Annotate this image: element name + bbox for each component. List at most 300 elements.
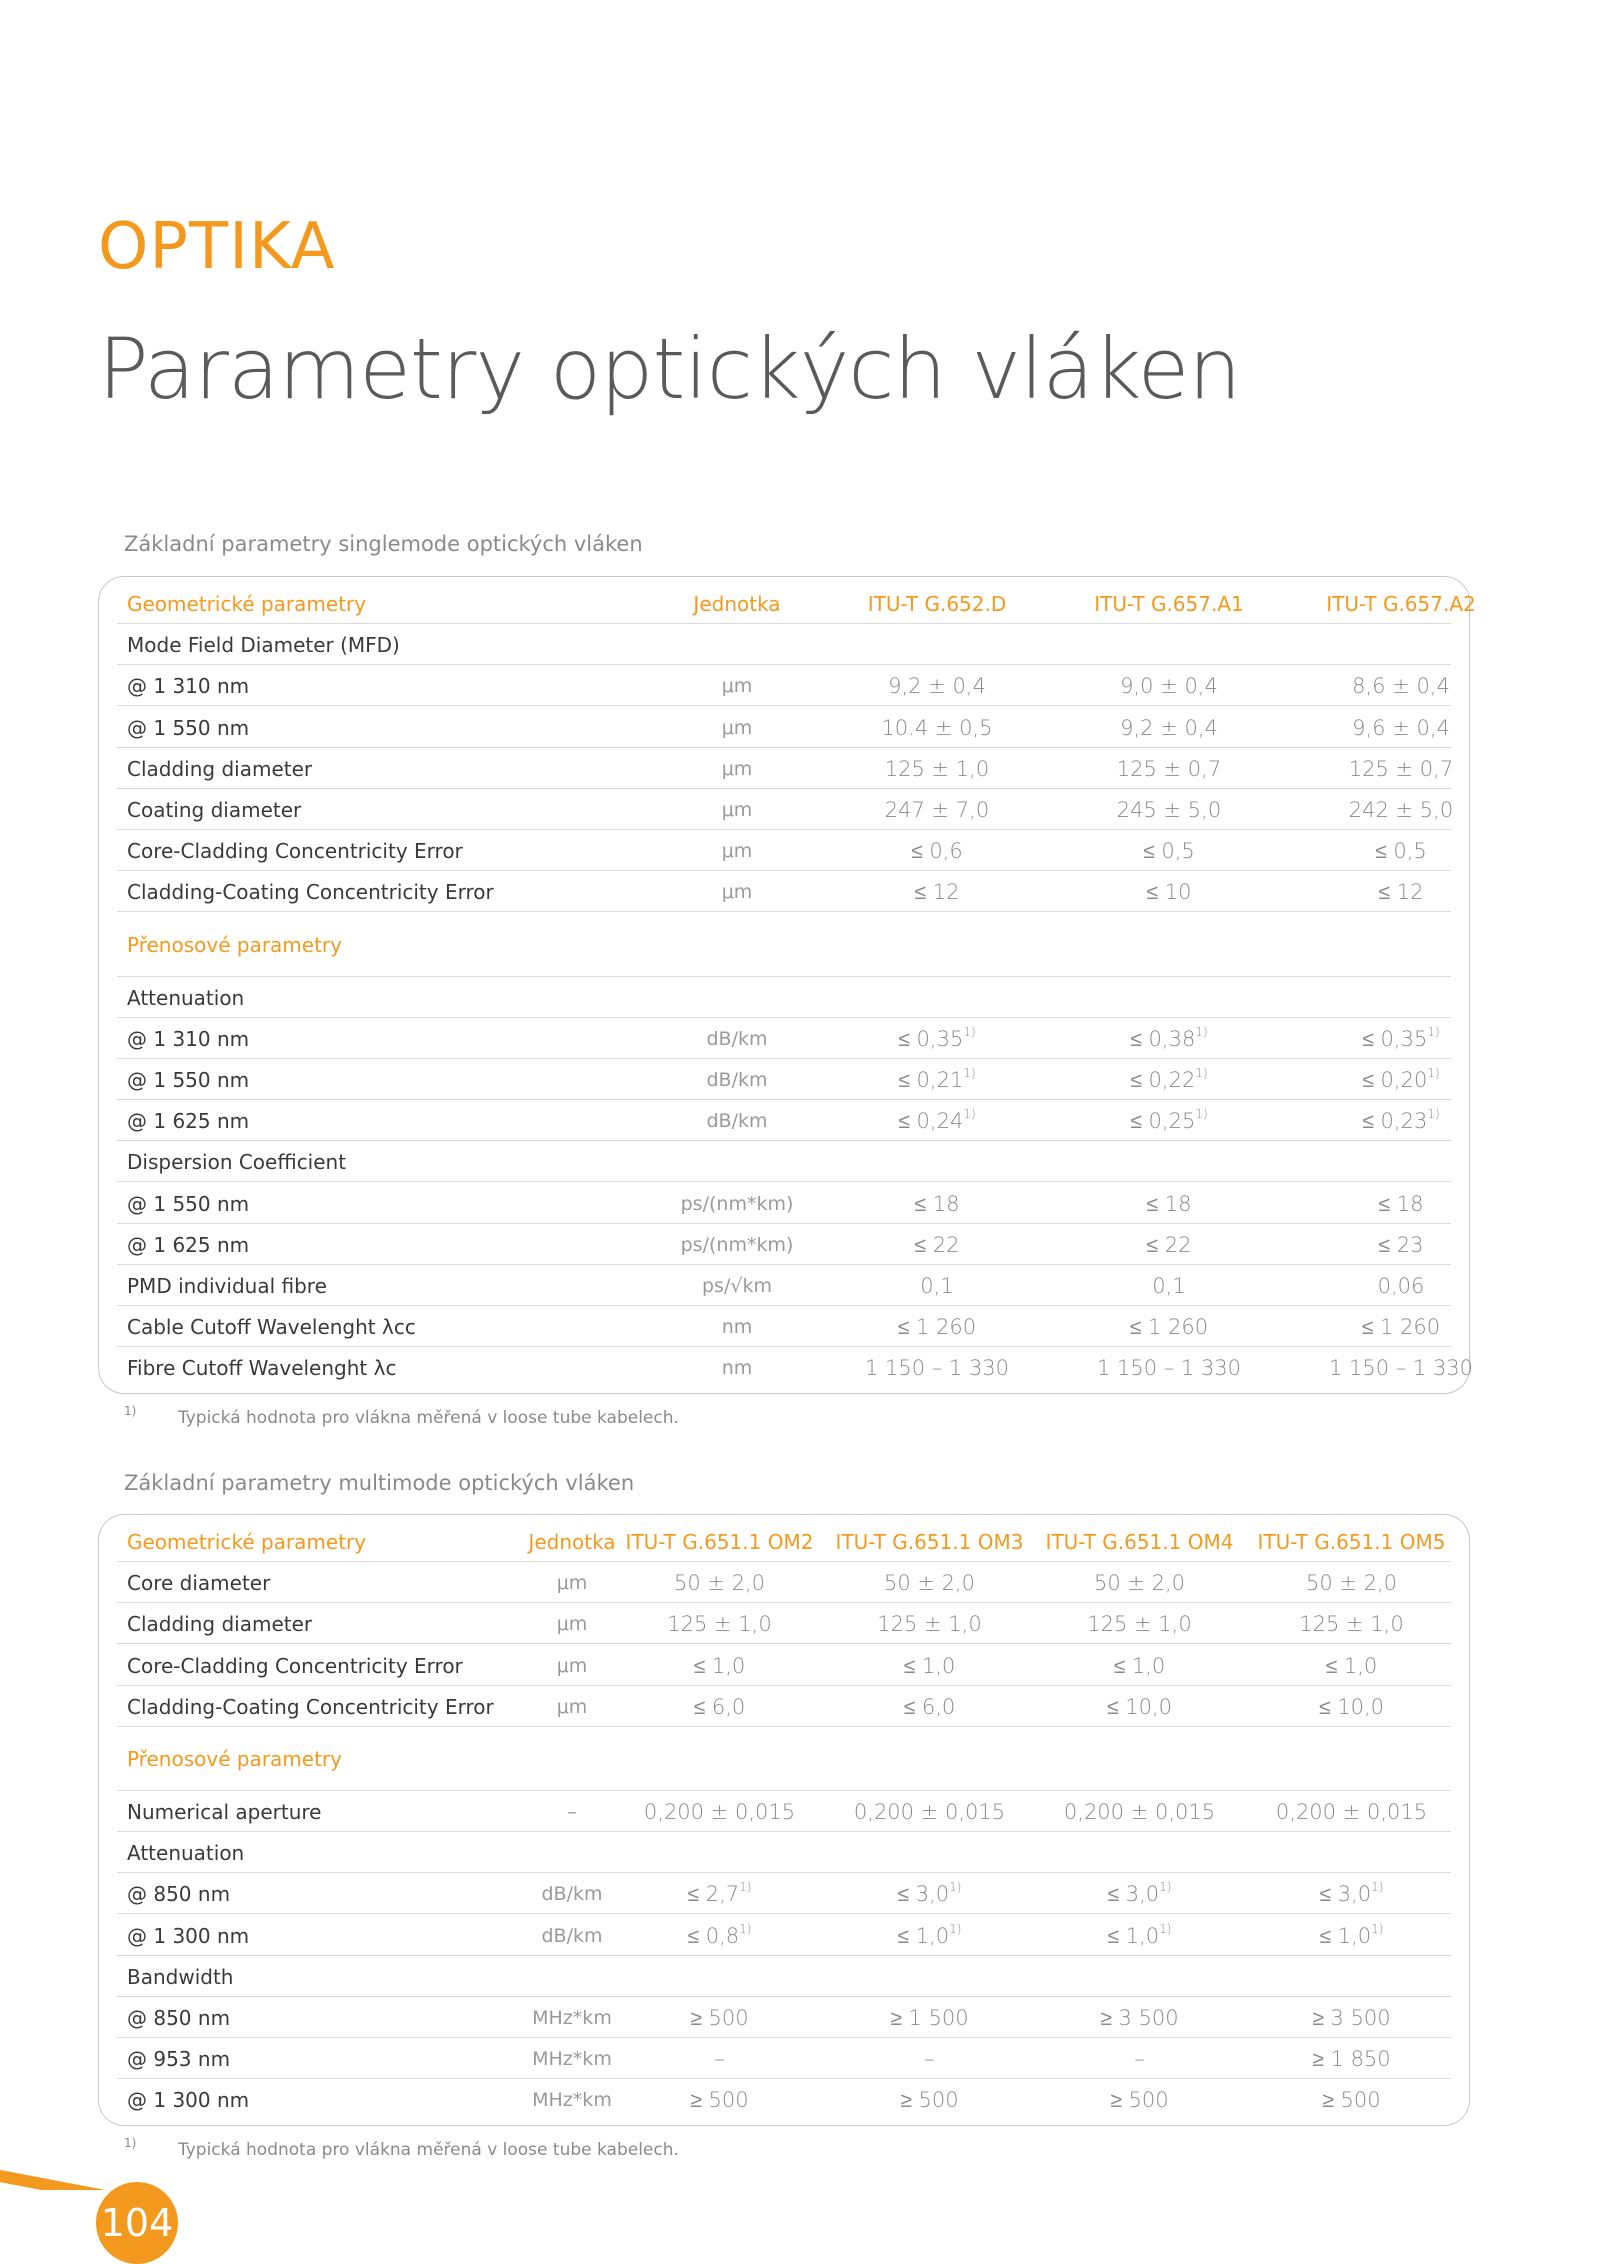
value-cell xyxy=(1059,1059,1279,1100)
value-cell xyxy=(1291,624,1511,665)
value-text: ≤ 0,5 xyxy=(1143,839,1195,864)
value-text: 0,1 xyxy=(1152,1274,1186,1298)
table-row xyxy=(117,1141,1451,1182)
value-cell xyxy=(827,1791,1032,1832)
value-text: ≤ 0,38 xyxy=(1130,1026,1196,1051)
value-cell xyxy=(1249,1562,1454,1603)
value-cell xyxy=(827,977,1047,1018)
table-row xyxy=(117,1997,1451,2038)
unit-cell: ps/(nm*km) xyxy=(680,1233,794,1256)
unit-cell: ps/√km xyxy=(702,1275,772,1297)
value-text: 50 ± 2,0 xyxy=(673,1571,766,1596)
value-text: 242 ± 5,0 xyxy=(1348,798,1454,822)
value-cell xyxy=(1291,1100,1511,1141)
value-cell xyxy=(827,1915,1032,1956)
table-row xyxy=(117,1915,1451,1956)
value-text: ≤ 1,0 xyxy=(897,1923,950,1948)
table-row xyxy=(117,789,1454,830)
value-text: ≥ 3 500 xyxy=(1100,2006,1179,2030)
section-header-row xyxy=(117,1727,1451,1791)
value-text: 10.4 ± 0,5 xyxy=(881,715,993,740)
value-text: ≥ 500 xyxy=(690,2088,749,2113)
row-label: Cable Cutoff Wavelenght λcc xyxy=(127,1315,416,1340)
value-text: ≤ 22 xyxy=(914,1232,960,1257)
table-row xyxy=(117,624,1451,665)
footnote-ref: 1) xyxy=(1195,1066,1208,1080)
value-cell xyxy=(827,1018,1047,1059)
value-cell xyxy=(827,1347,1047,1388)
column-header: ITU-T G.651.1 OM5 xyxy=(1257,1530,1446,1554)
value-cell xyxy=(827,1873,1032,1914)
value-cell xyxy=(1059,789,1279,830)
footnote-ref: 1) xyxy=(1195,1107,1208,1122)
value-cell xyxy=(827,1224,1047,1265)
value-text: 0,200 ± 0,015 xyxy=(1275,1800,1428,1824)
column-header: ITU-T G.657.A2 xyxy=(1326,592,1476,616)
unit-cell: μm xyxy=(721,799,753,821)
unit-cell: MHz*km xyxy=(532,2089,612,2112)
unit-cell: dB/km xyxy=(541,1924,603,1947)
row-label: Core-Cladding Concentricity Error xyxy=(127,1653,463,1678)
value-text: ≤ 3,0 xyxy=(1107,1882,1160,1907)
row-label: @ 1 625 nm xyxy=(127,1232,250,1257)
footnote-ref: 1) xyxy=(1371,1880,1384,1895)
value-text: ≤ 1,0 xyxy=(1325,1653,1378,1678)
unit-cell xyxy=(662,977,812,1018)
section-header-row xyxy=(117,913,1451,977)
row-label: Dispersion Coefficient xyxy=(127,1150,347,1175)
value-cell xyxy=(1291,830,1511,871)
transfer-header: Přenosové parametry xyxy=(127,932,342,957)
value-text: ≤ 1,0 xyxy=(1107,1923,1160,1948)
value-cell xyxy=(827,789,1047,830)
footnote-mark: 1) xyxy=(124,2136,137,2150)
value-cell xyxy=(827,1265,1047,1306)
value-cell xyxy=(827,707,1047,748)
value-text: ≥ 3 500 xyxy=(1312,2006,1391,2030)
table-row xyxy=(117,2079,1451,2120)
value-text: 9,0 ± 0,4 xyxy=(1120,674,1218,699)
value-cell xyxy=(827,871,1047,912)
value-text: 9,2 ± 0,4 xyxy=(888,674,986,699)
value-cell xyxy=(827,830,1047,871)
row-label: Bandwidth xyxy=(127,1964,234,1989)
table-row xyxy=(117,1956,1451,1997)
value-text: ≤ 2,7 xyxy=(687,1882,740,1907)
column-header: Geometrické parametry xyxy=(127,592,367,616)
value-cell xyxy=(827,1100,1047,1141)
value-text: ≤ 0,23 xyxy=(1362,1109,1428,1134)
unit-cell: μm xyxy=(556,1613,588,1636)
row-label: Core-Cladding Concentricity Error xyxy=(127,839,463,864)
table-row xyxy=(117,1603,1451,1644)
value-text: 50 ± 2,0 xyxy=(1305,1571,1398,1596)
row-label: Cladding diameter xyxy=(127,756,313,781)
value-cell xyxy=(1037,1956,1242,1997)
value-cell xyxy=(1291,748,1511,789)
footnote-ref: 1) xyxy=(739,1921,752,1936)
unit-cell: dB/km xyxy=(706,1069,768,1091)
table-row xyxy=(117,830,1451,871)
value-cell xyxy=(827,1562,1032,1603)
footnote-ref: 1) xyxy=(949,1880,962,1895)
value-cell xyxy=(1037,1686,1242,1727)
row-label: Fibre Cutoff Wavelenght λc xyxy=(127,1356,397,1381)
unit-cell: ps/(nm*km) xyxy=(680,1192,794,1215)
value-cell xyxy=(1059,871,1279,912)
value-text: ≤ 18 xyxy=(1378,1191,1424,1216)
value-text: ≤ 0,8 xyxy=(687,1923,740,1948)
value-cell xyxy=(1291,707,1511,748)
table-row xyxy=(117,1265,1451,1306)
value-cell xyxy=(1249,1956,1454,1997)
value-cell xyxy=(1249,1997,1454,2038)
value-cell xyxy=(1037,1832,1242,1873)
value-cell xyxy=(1291,1306,1511,1347)
value-cell xyxy=(1249,1791,1454,1832)
unit-cell: nm xyxy=(721,1316,753,1339)
value-text: 125 ± 1,0 xyxy=(877,1612,982,1637)
value-cell xyxy=(1249,1686,1454,1727)
footnote-ref: 1) xyxy=(1159,1921,1172,1936)
value-cell xyxy=(617,1832,822,1873)
value-cell xyxy=(827,2038,1032,2079)
column-header: ITU-T G.651.1 OM2 xyxy=(625,1530,814,1554)
value-text: ≤ 10,0 xyxy=(1107,1694,1172,1719)
row-label: @ 1 550 nm xyxy=(127,1068,250,1092)
footnote-text: Typická hodnota pro vlákna měřená v loose tube kabelech. xyxy=(178,2140,679,2160)
value-text: ≤ 0,35 xyxy=(1362,1026,1428,1051)
footnote-text: Typická hodnota pro vlákna měřená v loose tube kabelech. xyxy=(178,1408,679,1428)
value-text: ≤ 0,22 xyxy=(1130,1068,1196,1092)
unit-cell: dB/km xyxy=(541,1883,603,1906)
table-row xyxy=(117,748,1454,789)
value-cell xyxy=(1059,707,1279,748)
value-cell xyxy=(1059,1141,1279,1182)
value-cell xyxy=(1291,1141,1511,1182)
value-text: – xyxy=(714,2047,725,2072)
value-cell xyxy=(1037,1791,1242,1832)
value-text: 125 ± 1,0 xyxy=(884,756,990,781)
value-text: 125 ± 1,0 xyxy=(667,1612,772,1637)
unit-cell: nm xyxy=(721,1357,753,1380)
multimode-caption: Základní parametry multimode optických vláken xyxy=(124,1471,635,1495)
unit-cell: μm xyxy=(721,840,753,863)
value-text: ≤ 23 xyxy=(1378,1232,1424,1257)
value-cell xyxy=(1291,1265,1511,1306)
unit-cell: dB/km xyxy=(706,1110,768,1133)
table-row xyxy=(117,1306,1451,1347)
unit-cell xyxy=(662,624,812,665)
unit-cell: dB/km xyxy=(706,1027,768,1050)
value-cell xyxy=(827,1306,1047,1347)
value-text: ≥ 500 xyxy=(900,2088,959,2113)
value-text: 245 ± 5,0 xyxy=(1116,798,1222,822)
value-cell xyxy=(1037,1562,1242,1603)
value-cell xyxy=(1059,1224,1279,1265)
value-cell xyxy=(617,1915,822,1956)
value-text: ≤ 0,35 xyxy=(898,1026,964,1051)
multimode-table xyxy=(98,1514,1470,2126)
value-cell xyxy=(827,1686,1032,1727)
value-cell xyxy=(617,1562,822,1603)
table-row xyxy=(117,1224,1451,1265)
value-cell xyxy=(1059,1347,1279,1388)
singlemode-table xyxy=(98,576,1476,1394)
value-cell xyxy=(1037,1997,1242,2038)
value-cell xyxy=(1249,1873,1454,1914)
value-cell xyxy=(1059,748,1279,789)
unit-cell: μm xyxy=(721,757,753,780)
value-text: 0,06 xyxy=(1377,1274,1425,1298)
value-text: ≤ 1 260 xyxy=(1129,1315,1209,1340)
value-text: – xyxy=(1134,2047,1145,2072)
row-label: @ 953 nm xyxy=(127,2047,231,2072)
table-row xyxy=(117,1347,1474,1388)
footnote-ref: 1) xyxy=(739,1880,752,1895)
value-text: ≤ 3,0 xyxy=(1319,1882,1372,1907)
value-text: ≤ 0,21 xyxy=(898,1068,964,1092)
value-text: ≤ 0,20 xyxy=(1362,1068,1428,1092)
value-cell xyxy=(1291,977,1511,1018)
value-cell xyxy=(1291,1224,1511,1265)
row-label: Cladding diameter xyxy=(127,1612,313,1637)
column-header: Jednotka xyxy=(693,592,781,616)
value-text: ≤ 1,0 xyxy=(1113,1653,1166,1678)
value-cell xyxy=(1249,2038,1454,2079)
table-row xyxy=(117,1183,1451,1224)
value-text: 1 150 – 1 330 xyxy=(864,1356,1010,1381)
value-text: ≥ 500 xyxy=(1322,2088,1381,2113)
table-row xyxy=(117,2038,1451,2079)
unit-cell: μm xyxy=(556,1572,588,1595)
value-text: 1 150 – 1 330 xyxy=(1096,1356,1242,1381)
value-cell xyxy=(1291,871,1511,912)
value-cell xyxy=(1249,1603,1454,1644)
row-label: Mode Field Diameter (MFD) xyxy=(127,633,400,658)
value-text: ≤ 22 xyxy=(1146,1232,1192,1257)
row-label: Core diameter xyxy=(127,1571,271,1596)
value-cell xyxy=(1291,1018,1511,1059)
row-label: @ 1 550 nm xyxy=(127,1191,250,1216)
row-label: @ 1 310 nm xyxy=(127,1026,250,1051)
value-text: 50 ± 2,0 xyxy=(883,1571,976,1596)
value-cell xyxy=(827,1645,1032,1686)
value-cell xyxy=(617,2038,822,2079)
value-cell xyxy=(617,1997,822,2038)
value-text: ≤ 12 xyxy=(1378,880,1424,905)
value-cell xyxy=(1291,1059,1511,1100)
table-row xyxy=(117,1018,1451,1059)
value-text: 247 ± 7,0 xyxy=(884,798,990,822)
footnote-ref: 1) xyxy=(1159,1880,1172,1895)
value-text: 1 150 – 1 330 xyxy=(1328,1356,1474,1381)
row-label: Coating diameter xyxy=(127,798,302,822)
value-text: ≥ 500 xyxy=(690,2006,749,2030)
value-cell xyxy=(617,2079,822,2120)
value-text: – xyxy=(924,2047,935,2072)
row-label: @ 1 625 nm xyxy=(127,1109,250,1134)
table-row xyxy=(117,1562,1451,1603)
footnote-ref: 1) xyxy=(963,1066,976,1080)
footnote-ref: 1) xyxy=(1371,1921,1384,1936)
value-cell xyxy=(1037,2038,1242,2079)
value-text: 125 ± 0,7 xyxy=(1348,756,1454,781)
row-label: Attenuation xyxy=(127,985,245,1010)
row-label: @ 1 300 nm xyxy=(127,2088,250,2113)
value-text: ≤ 6,0 xyxy=(693,1694,746,1719)
value-text: ≤ 0,5 xyxy=(1375,839,1427,864)
value-cell xyxy=(617,1791,822,1832)
table-row xyxy=(117,1100,1451,1141)
value-cell xyxy=(1059,1265,1279,1306)
row-label: @ 1 300 nm xyxy=(127,1923,250,1948)
value-text: ≤ 18 xyxy=(914,1191,960,1216)
value-cell xyxy=(827,748,1047,789)
value-cell xyxy=(827,1832,1032,1873)
header-row xyxy=(117,583,1476,624)
row-label: @ 850 nm xyxy=(127,2006,231,2030)
value-text: ≥ 500 xyxy=(1110,2088,1169,2113)
value-text: ≤ 1,0 xyxy=(693,1653,746,1678)
footnote-ref: 1) xyxy=(963,1024,976,1039)
singlemode-caption: Základní parametry singlemode optických vláken xyxy=(124,532,643,556)
value-text: ≤ 1,0 xyxy=(1319,1923,1372,1948)
value-cell xyxy=(827,1059,1047,1100)
value-cell xyxy=(1059,665,1279,706)
value-text: ≥ 1 500 xyxy=(890,2006,969,2030)
row-label: Numerical aperture xyxy=(127,1800,322,1824)
value-text: 8,6 ± 0,4 xyxy=(1352,674,1450,699)
value-cell xyxy=(1037,1915,1242,1956)
value-cell xyxy=(1291,1183,1511,1224)
value-text: ≥ 1 850 xyxy=(1312,2047,1391,2072)
table-row xyxy=(117,1832,1451,1873)
value-text: ≤ 1 260 xyxy=(1361,1315,1441,1340)
table-row xyxy=(117,1645,1451,1686)
value-cell xyxy=(827,1956,1032,1997)
column-header: ITU-T G.651.1 OM3 xyxy=(835,1530,1024,1554)
value-cell xyxy=(1059,1306,1279,1347)
value-cell xyxy=(1037,1873,1242,1914)
value-cell xyxy=(1249,2079,1454,2120)
footnote-ref: 1) xyxy=(1427,1107,1440,1122)
value-cell xyxy=(827,624,1047,665)
value-text: ≤ 1,0 xyxy=(903,1653,956,1678)
table-row xyxy=(117,707,1451,748)
value-cell xyxy=(617,1956,822,1997)
table-row xyxy=(117,1873,1451,1914)
column-header: ITU-T G.651.1 OM4 xyxy=(1045,1530,1234,1554)
column-header: Geometrické parametry xyxy=(127,1530,367,1554)
footnote-ref: 1) xyxy=(1427,1024,1440,1039)
unit-cell: MHz*km xyxy=(532,2007,612,2029)
value-cell xyxy=(1059,1018,1279,1059)
value-text: ≤ 3,0 xyxy=(897,1882,950,1907)
value-cell xyxy=(1059,1100,1279,1141)
unit-cell: MHz*km xyxy=(532,2048,612,2071)
value-text: ≤ 6,0 xyxy=(903,1694,956,1719)
column-header: ITU-T G.652.D xyxy=(867,592,1007,616)
value-cell xyxy=(1291,665,1511,706)
footnote-ref: 1) xyxy=(1427,1066,1440,1080)
row-label: Cladding-Coating Concentricity Error xyxy=(127,880,494,905)
value-text: ≤ 1 260 xyxy=(897,1315,977,1340)
value-cell xyxy=(617,1603,822,1644)
table-row xyxy=(117,871,1451,912)
footnote-ref: 1) xyxy=(963,1107,976,1122)
table-row xyxy=(117,1791,1451,1832)
value-cell xyxy=(1291,1347,1511,1388)
row-label: Attenuation xyxy=(127,1841,245,1866)
unit-cell xyxy=(662,1141,812,1182)
value-text: ≤ 0,24 xyxy=(898,1109,964,1134)
value-text: ≤ 0,25 xyxy=(1130,1109,1196,1134)
unit-cell: μm xyxy=(556,1695,588,1718)
table-row xyxy=(117,665,1451,706)
value-cell xyxy=(1059,624,1279,665)
value-cell xyxy=(1291,789,1511,830)
value-text: 9,2 ± 0,4 xyxy=(1120,715,1218,740)
value-cell xyxy=(1249,1832,1454,1873)
transfer-header: Přenosové parametry xyxy=(127,1747,342,1771)
table-row xyxy=(117,1686,1451,1727)
value-text: 0,200 ± 0,015 xyxy=(1063,1800,1216,1824)
value-text: ≤ 10,0 xyxy=(1319,1694,1384,1719)
page-number: 104 xyxy=(96,2182,178,2264)
value-text: 0,200 ± 0,015 xyxy=(643,1800,796,1824)
row-label: PMD individual fibre xyxy=(127,1274,327,1298)
value-cell xyxy=(827,1997,1032,2038)
row-label: @ 1 310 nm xyxy=(127,674,250,699)
value-cell xyxy=(1059,830,1279,871)
value-cell xyxy=(617,1686,822,1727)
value-text: 9,6 ± 0,4 xyxy=(1352,715,1450,740)
unit-cell: μm xyxy=(721,716,753,739)
footnote-mark: 1) xyxy=(124,1404,137,1418)
value-cell xyxy=(1249,1645,1454,1686)
value-text: 125 ± 1,0 xyxy=(1299,1612,1404,1637)
value-text: 50 ± 2,0 xyxy=(1093,1571,1186,1596)
value-cell xyxy=(617,1873,822,1914)
value-cell xyxy=(827,1603,1032,1644)
value-cell xyxy=(1249,1915,1454,1956)
table-row xyxy=(117,1059,1451,1100)
value-text: ≤ 10 xyxy=(1146,880,1192,905)
unit-cell: μm xyxy=(556,1654,588,1677)
unit-cell: μm xyxy=(721,675,753,698)
value-cell xyxy=(1037,2079,1242,2120)
header-row xyxy=(117,1521,1451,1562)
value-cell xyxy=(827,1183,1047,1224)
section-title: OPTIKA xyxy=(98,210,336,284)
value-text: ≤ 12 xyxy=(914,880,960,905)
table-row xyxy=(117,977,1451,1018)
row-label: @ 1 550 nm xyxy=(127,715,250,740)
footnote-ref: 1) xyxy=(1195,1024,1208,1039)
value-cell xyxy=(1059,977,1279,1018)
row-label: @ 850 nm xyxy=(127,1882,231,1907)
value-text: 125 ± 0,7 xyxy=(1116,756,1222,781)
value-text: 0,200 ± 0,015 xyxy=(853,1800,1006,1824)
value-text: 125 ± 1,0 xyxy=(1087,1612,1192,1637)
footnote-ref: 1) xyxy=(949,1921,962,1936)
value-cell xyxy=(827,665,1047,706)
value-text: ≤ 0,6 xyxy=(911,839,963,864)
unit-cell: – xyxy=(567,1801,577,1823)
value-cell xyxy=(827,1141,1047,1182)
row-label: Cladding-Coating Concentricity Error xyxy=(127,1694,494,1719)
